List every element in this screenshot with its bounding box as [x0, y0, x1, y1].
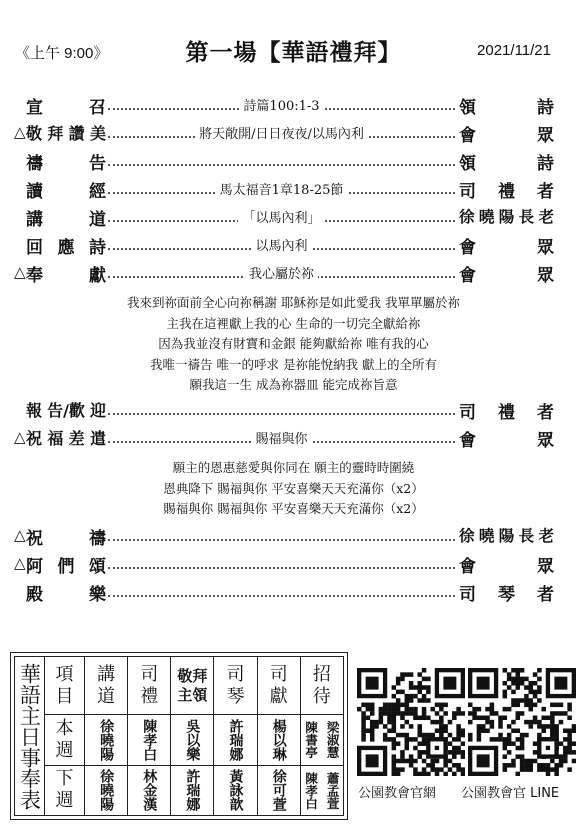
program-item-label: 報 告/歡 迎 [26, 401, 106, 420]
assignee-group [214, 719, 256, 761]
program-row [0, 551, 587, 579]
duty-roster-table [14, 656, 344, 816]
assignee-group [171, 719, 213, 761]
assignee-name: 許瑞娜 [227, 718, 244, 761]
program-item-label: 奉 獻 [26, 266, 106, 286]
lyric-line: 恩典降下 賜福與你 平安喜樂天天充滿你（x2） [163, 480, 424, 496]
lyric-line: 我唯一禱告 唯一的呼求 是祢能悅納我 獻上的全所有 [150, 356, 437, 372]
roster-assignment-cell [85, 715, 128, 766]
program-item-label: 祝 禱 [26, 529, 106, 549]
roster-column-header [128, 657, 171, 715]
program-item-label: 講 道 [26, 210, 106, 230]
program-item-leader: 會 眾 [459, 557, 554, 577]
roster-week-row [15, 715, 344, 766]
roster-title-cell [15, 657, 45, 816]
assignee-name: 林金漢 [141, 769, 158, 812]
leader-dots [108, 164, 455, 166]
program-row [0, 425, 587, 453]
congregation-stand-mark: △ [14, 554, 26, 572]
item-header-text: 項 目 [55, 663, 74, 707]
roster-column-header [300, 657, 343, 715]
congregation-stand-mark: △ [14, 263, 26, 281]
assignee-group [171, 769, 213, 811]
program-item-detail [108, 263, 455, 282]
program-item-leader: 會 眾 [459, 266, 554, 286]
roster-assignment-cell [300, 715, 343, 766]
lyric-line: 願我這一生 成為祢器皿 能完成祢旨意 [189, 377, 398, 392]
assignee-group [128, 769, 170, 811]
roster-assignment-cell [85, 765, 128, 816]
lyric-line: 因為我並沒有財寶和金銀 能夠獻給祢 唯有我的心 [158, 336, 429, 351]
assignee-name: 徐曉陽 [98, 769, 115, 812]
assignee-name: 陳書亭 [303, 721, 319, 759]
program-item-label: 禱 告 [26, 154, 106, 174]
assignee-group [258, 769, 300, 811]
role-name: 招 待 [312, 663, 331, 707]
program-item-text: 馬太福音1章18-25節 [216, 183, 348, 198]
program-item-label: 讀 經 [26, 182, 106, 202]
assignee-group [85, 769, 127, 811]
lyric-line: 願主的恩惠慈愛與你同在 願主的靈時時圍繞 [172, 460, 415, 475]
program-item-label: 阿 們 頌 [26, 557, 106, 577]
assignee-group [301, 772, 343, 810]
program-row [0, 232, 587, 260]
roster-assignment-cell [128, 765, 171, 816]
program-item-detail [108, 235, 455, 254]
leader-dots [108, 567, 455, 569]
program-item-detail [108, 123, 455, 142]
roster-assignment-cell [257, 765, 300, 816]
program-item-leader: 徐 曉 陽 長 老 [459, 208, 554, 226]
assignee-name: 陳孝白 [303, 771, 319, 809]
roster-title: 華語主日事奉表 [17, 662, 42, 810]
roster-assignment-cell [214, 765, 257, 816]
program-item-leader: 領 詩 [459, 154, 554, 174]
program-item-leader: 領 詩 [459, 98, 554, 118]
program-item-leader: 司 禮 者 [459, 403, 554, 423]
roster-assignment-cell [171, 715, 214, 766]
program-item-text: 以馬內利 [251, 239, 311, 254]
program-item-detail [108, 95, 455, 114]
qr-code-line[interactable] [468, 668, 576, 776]
congregation-stand-mark: △ [14, 526, 26, 544]
week-label-cell [45, 715, 85, 766]
roster-assignment-cell [214, 715, 257, 766]
program-item-text: 詩篇100:1-3 [239, 99, 323, 114]
role-name: 司 禮 [140, 663, 159, 707]
role-name: 司 琴 [226, 663, 245, 707]
program-item-leader: 司 琴 者 [459, 585, 554, 605]
leader-dots [108, 413, 455, 415]
program-item-label: 敬 拜 讚 美 [26, 124, 106, 143]
program-item-detail [108, 179, 455, 198]
lyric-line: 賜福與你 賜福與你 平安喜樂天天充滿你（x2） [163, 501, 424, 516]
program-item-detail [108, 428, 455, 447]
assignee-name: 梁淑慧 [325, 721, 341, 759]
program-item-label: 殿 樂 [26, 585, 106, 605]
qr-code-website[interactable] [357, 668, 465, 776]
qr-caption-line: 公園教會官 LINE [461, 786, 560, 801]
roster-assignment-cell [257, 715, 300, 766]
bulletin-header [0, 34, 587, 70]
program-item-leader: 會 眾 [459, 126, 554, 146]
roster-header-row [15, 657, 344, 715]
roster-assignment-cell [171, 765, 214, 816]
program-row [0, 397, 587, 425]
program-row [0, 92, 587, 120]
program-row [0, 260, 587, 288]
roster-column-header [85, 657, 128, 715]
week-label: 下 週 [55, 768, 74, 812]
program-item-text: 「以馬內利」 [238, 211, 324, 226]
service-date: 2021/11/21 [477, 42, 551, 59]
program-item-label: 宣 召 [26, 98, 106, 118]
roster-column-header [214, 657, 257, 715]
assignee-group [258, 719, 300, 761]
program-row [0, 176, 587, 204]
role-name: 講 道 [97, 663, 116, 707]
assignee-group [214, 769, 256, 811]
roster-column-header [257, 657, 300, 715]
song-lyrics [0, 458, 587, 520]
song-lyrics [0, 293, 587, 396]
roster-item-header [45, 657, 85, 715]
service-time: 《上午 9:00》 [15, 45, 109, 62]
program-item-leader: 會 眾 [459, 431, 554, 451]
program-item-label: 祝 福 差 遣 [26, 429, 106, 448]
role-name: 司 獻 [269, 663, 288, 707]
assignee-name: 徐曉陽 [98, 718, 115, 761]
assignee-name: 徐可萱 [270, 769, 287, 812]
lyric-line: 我來到祢面前全心向祢稱謝 耶穌祢是如此愛我 我單單屬於祢 [127, 295, 460, 310]
leader-dots [108, 595, 455, 597]
duty-roster [10, 652, 348, 820]
week-label: 本 週 [55, 717, 74, 761]
assignee-name: 陳孝白 [141, 718, 158, 761]
role-name: 敬拜 主領 [177, 666, 208, 704]
assignee-group [85, 719, 127, 761]
leader-dots [108, 539, 455, 541]
lyric-line: 主我在這裡獻上我的心 生命的一切完全獻給祢 [166, 315, 421, 331]
roster-assignment-cell [300, 765, 343, 816]
program-row [0, 148, 587, 176]
program-row [0, 523, 587, 551]
assignee-name: 吳以樂 [184, 718, 201, 761]
program-item-text: 將天敞開/日日夜夜/以馬內利 [195, 127, 368, 142]
roster-week-row [15, 765, 344, 816]
program-item-detail [108, 207, 455, 226]
assignee-group [301, 721, 343, 759]
program-item-leader: 司 禮 者 [459, 182, 554, 202]
roster-assignment-cell [128, 715, 171, 766]
week-label-cell [45, 765, 85, 816]
assignee-name: 許瑞娜 [184, 769, 201, 812]
program-item-text: 賜福與你 [251, 432, 311, 447]
congregation-stand-mark: △ [14, 123, 26, 141]
program-item-text: 我心屬於祢 [245, 267, 318, 282]
qr-caption-website: 公園教會官網 [358, 786, 437, 801]
program-item-label: 回 應 詩 [26, 238, 106, 258]
program-row [0, 120, 587, 148]
program-row [0, 579, 587, 607]
program-item-leader: 會 眾 [459, 238, 554, 258]
assignee-name: 蕭孟萱 [325, 771, 341, 809]
assignee-name: 黃詠歆 [227, 769, 244, 812]
assignee-name: 楊以琳 [270, 718, 287, 761]
assignee-group [128, 719, 170, 761]
congregation-stand-mark: △ [14, 428, 26, 446]
service-title: 第一場【華語禮拜】 [185, 40, 402, 66]
program-row [0, 204, 587, 232]
program-item-leader: 徐 曉 陽 長 老 [459, 527, 554, 545]
roster-column-header [171, 657, 214, 715]
